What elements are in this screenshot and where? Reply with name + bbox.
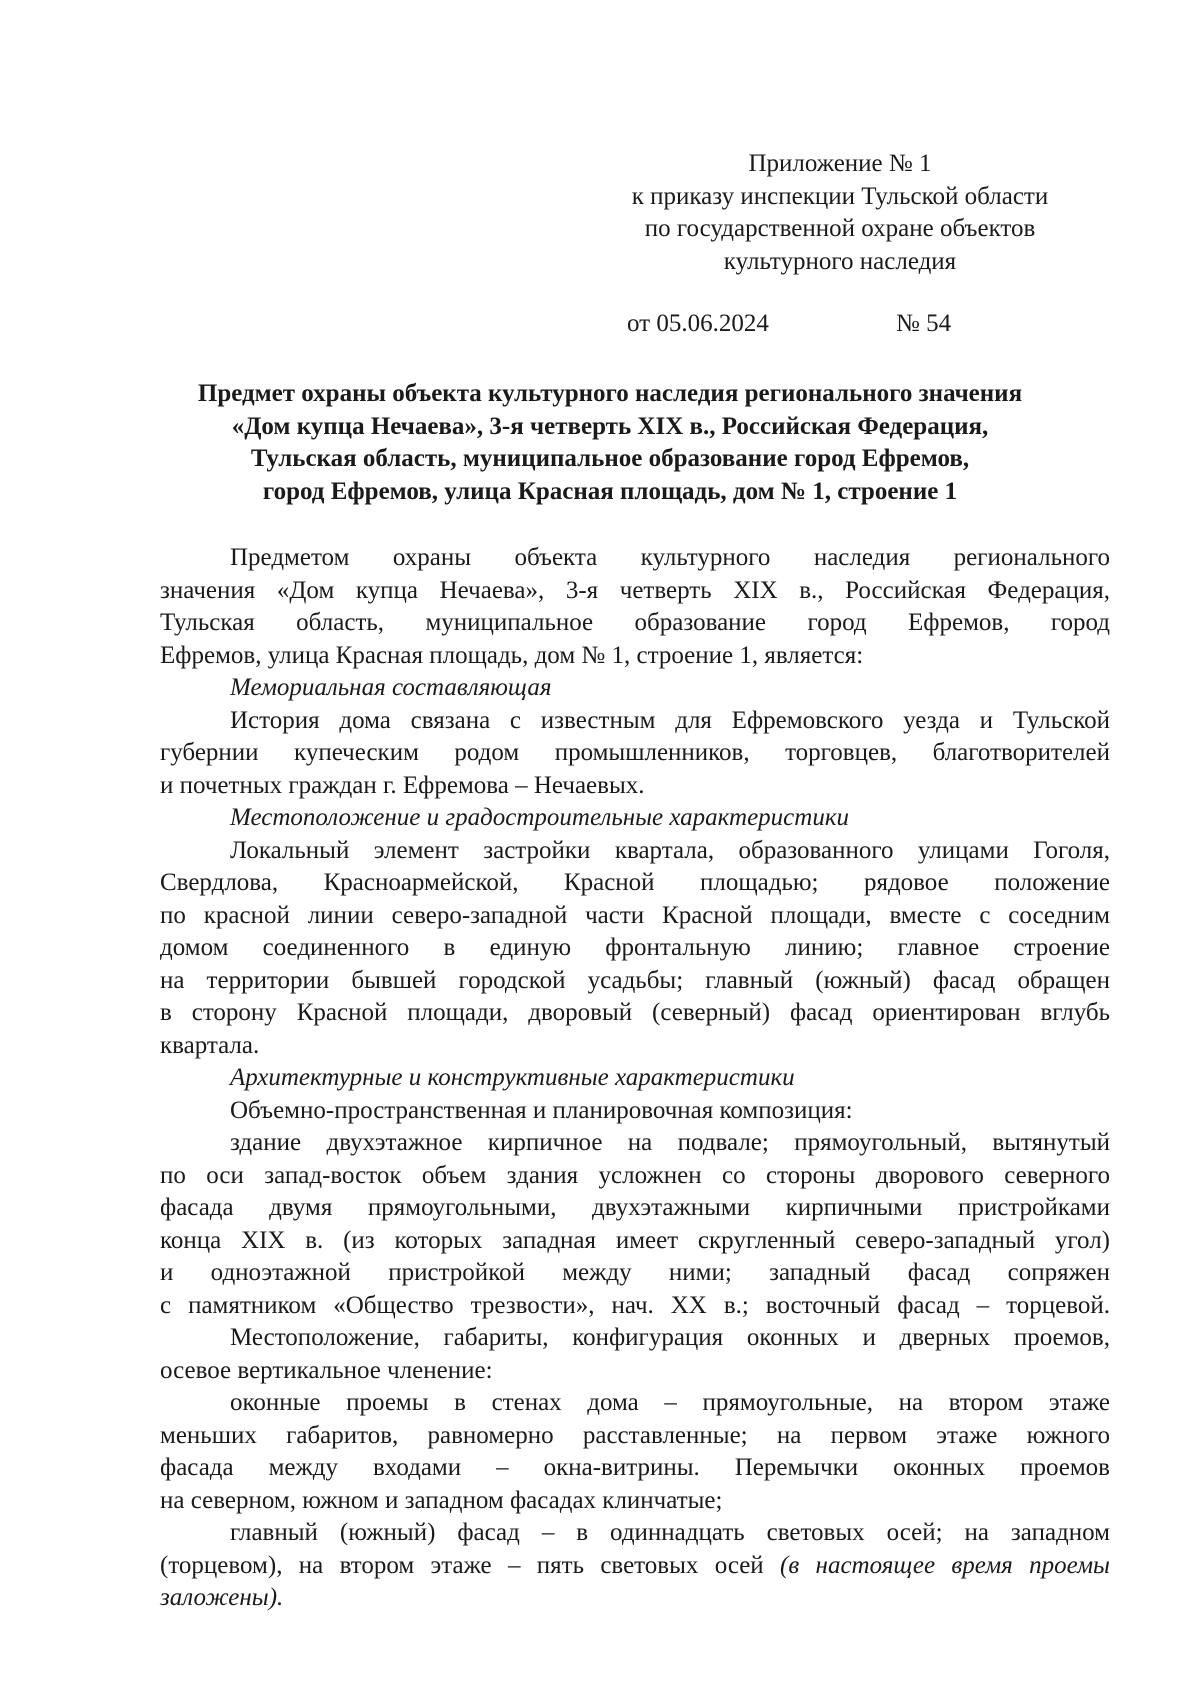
memorial-line: и почетных граждан г. Ефремова – Нечаевых. — [160, 771, 645, 799]
volume-line: с памятником «Общество трезвости», нач. XX в.; восточный фасад – торцевой. — [160, 1291, 1110, 1319]
document-title — [110, 378, 1110, 508]
location-line: Локальный элемент застройки квартала, образованного улицами Гоголя, — [230, 836, 1110, 864]
volume-line: и одноэтажной пристройкой между ними; западный фасад сопряжен — [160, 1259, 1110, 1286]
location-line: на территории бывшей городской усадьбы; главный (южный) фасад обращен — [160, 966, 1110, 994]
appendix-line-2: по государственной охране объектов — [644, 215, 1036, 242]
openings-line: оконные проемы в стенах дома – прямоугольные, на втором этаже — [230, 1389, 1110, 1416]
title-line-1: Предмет охраны объекта культурного наследия регионального значения — [197, 380, 1023, 407]
location-line: Свердлова, Красноармейской, Красной площадью; рядовое положение — [160, 869, 1110, 896]
intro-line: Предметом охраны объекта культурного наследия регионального — [230, 544, 1110, 571]
appendix-line-3: культурного наследия — [723, 247, 957, 275]
appendix-line-1: к приказу инспекции Тульской области — [631, 182, 1049, 210]
facade-line-normal: (торцевом), на втором этаже – пять световых осей — [160, 1551, 764, 1579]
memorial-line: История дома связана с известным для Ефремовского уезда и Тульской — [230, 706, 1110, 734]
facade-line-italic: (в настоящее время проемы — [780, 1551, 1110, 1579]
volume-heading: Объемно-пространственная и планировочная композиция: — [230, 1096, 853, 1124]
facade-line-italic-end: заложены). — [160, 1584, 284, 1611]
openings-heading: осевое вертикальное членение: — [160, 1356, 493, 1384]
title-line-4: город Ефремов, улица Красная площадь, дом № 1, строение 1 — [262, 477, 958, 505]
location-line: в сторону Красной площади, дворовый (северный) фасад ориентирован вглубь — [160, 999, 1110, 1026]
title-line-3: Тульская область, муниципальное образование город Ефремов, — [250, 445, 970, 472]
architecture-heading: Архитектурные и конструктивные характеристики — [230, 1064, 795, 1091]
document-body — [160, 542, 1110, 1615]
openings-line: фасада между входами – окна-витрины. Перемычки оконных проемов — [160, 1454, 1110, 1481]
volume-line: фасада двумя прямоугольными, двухэтажными кирпичными пристройками — [160, 1194, 1110, 1221]
facade-line: главный (южный) фасад – в одиннадцать световых осей; на западном — [230, 1519, 1110, 1546]
intro-line: Ефремов, улица Красная площадь, дом № 1, строение 1, является: — [160, 641, 864, 669]
appendix-header — [570, 148, 1110, 278]
intro-line: значения «Дом купца Нечаева», 3-я четверть XIX в., Российская Федерация, — [160, 576, 1110, 604]
facade-line — [160, 1550, 1110, 1583]
title-line-2: «Дом купца Нечаева», 3-я четверть XIX в., Российская Федерация, — [231, 412, 989, 440]
openings-line: на северном, южном и западном фасадах клинчатые; — [160, 1486, 723, 1514]
location-line: по красной линии северо-западной части Красной площади, вместе с соседним — [160, 901, 1110, 929]
location-line: квартала. — [160, 1031, 260, 1059]
openings-line: меньших габаритов, равномерно расставленные; на первом этаже южного — [160, 1421, 1110, 1449]
memorial-line: губернии купеческим родом промышленников, торговцев, благотворителей — [160, 739, 1110, 766]
memorial-heading: Мемориальная составляющая — [230, 674, 552, 701]
location-line: домом соединенного в единую фронтальную линию; главное строение — [160, 934, 1110, 961]
volume-line: здание двухэтажное кирпичное на подвале; прямоугольный, вытянутый — [230, 1129, 1110, 1156]
volume-line: по оси запад-восток объем здания усложнен со стороны дворового северного — [160, 1161, 1110, 1189]
volume-line: конца XIX в. (из которых западная имеет скругленный северо-западный угол) — [160, 1226, 1110, 1254]
intro-line: Тульская область, муниципальное образование город Ефремов, город — [160, 609, 1110, 636]
openings-heading: Местоположение, габариты, конфигурация оконных и дверных проемов, — [230, 1324, 1110, 1351]
order-date: от 05.06.2024 — [627, 310, 769, 337]
appendix-title: Приложение № 1 — [748, 150, 932, 177]
order-number: № 54 — [896, 310, 952, 337]
location-heading: Местоположение и градостроительные характеристики — [230, 804, 850, 831]
